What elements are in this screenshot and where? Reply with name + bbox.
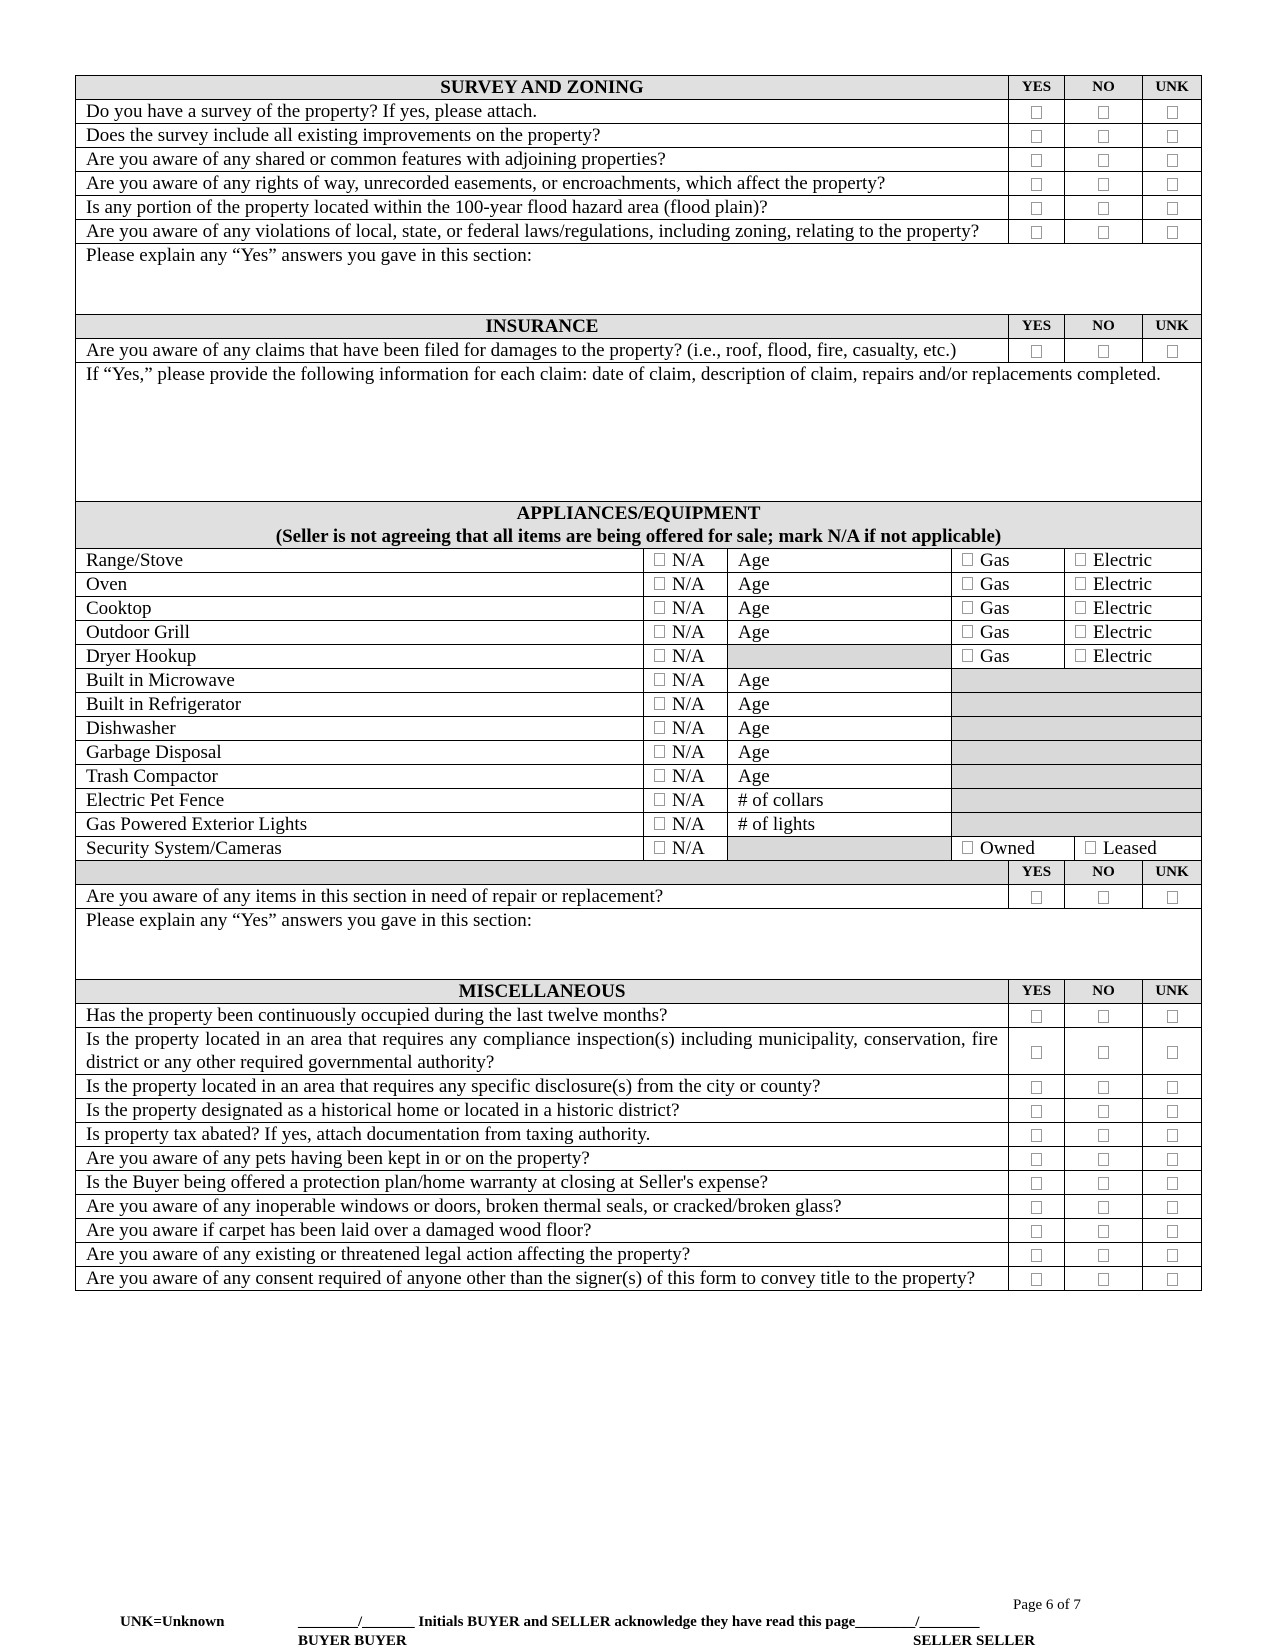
no-checkbox[interactable]	[1098, 1153, 1109, 1166]
question-row	[76, 885, 1202, 909]
yes-checkbox[interactable]	[1031, 202, 1042, 215]
buyer-initials-label: BUYER BUYER	[298, 1633, 407, 1649]
question-text: Does the survey include all existing improvements on the property?	[76, 124, 1009, 148]
unk-legend: UNK=Unknown	[120, 1614, 225, 1630]
unk-checkbox[interactable]	[1167, 345, 1178, 358]
question-text: Are you aware of any pets having been kept in or on the property?	[76, 1147, 1009, 1171]
question-text: Are you aware of any claims that have been filed for damages to the property? (i.e., roof, flood, fire, casualty, etc.)	[76, 339, 1009, 363]
na-checkbox[interactable]	[654, 769, 665, 782]
question-text: Are you aware of any existing or threatened legal action affecting the property?	[76, 1243, 1009, 1267]
age-field[interactable]: Age	[728, 549, 952, 573]
yes-column-header: YES	[1009, 76, 1065, 100]
shaded-cell	[728, 837, 952, 861]
question-text: Are you aware of any shared or common features with adjoining properties?	[76, 148, 1009, 172]
na-label: N/A	[672, 718, 705, 739]
unk-checkbox[interactable]	[1167, 106, 1178, 119]
na-label: N/A	[672, 694, 705, 715]
unk-checkbox[interactable]	[1167, 1249, 1178, 1262]
question-text: Are you aware of any items in this section in need of repair or replacement?	[76, 885, 1009, 909]
unk-checkbox[interactable]	[1167, 202, 1178, 215]
explain-row	[76, 363, 1202, 502]
question-row	[76, 196, 1202, 220]
gas-label: Gas	[980, 574, 1010, 595]
yes-column-header: YES	[1009, 861, 1065, 885]
no-checkbox[interactable]	[1098, 891, 1109, 904]
appliances-yn-header-row	[76, 861, 1202, 885]
age-field[interactable]: Age	[728, 741, 952, 765]
shaded-cell	[952, 765, 1202, 789]
no-checkbox[interactable]	[1098, 1177, 1109, 1190]
question-row	[76, 1195, 1202, 1219]
age-field[interactable]: Age	[728, 573, 952, 597]
na-checkbox[interactable]	[654, 553, 665, 566]
shaded-cell	[728, 645, 952, 669]
leased-label: Leased	[1103, 838, 1157, 859]
explain-row	[76, 244, 1202, 315]
appliance-name: Built in Microwave	[76, 669, 644, 693]
unk-checkbox[interactable]	[1167, 1046, 1178, 1059]
unk-checkbox[interactable]	[1167, 130, 1178, 143]
gas-checkbox[interactable]	[962, 601, 973, 614]
shaded-cell	[952, 789, 1202, 813]
age-field[interactable]: Age	[728, 597, 952, 621]
no-checkbox[interactable]	[1098, 1273, 1109, 1286]
appliance-name: Electric Pet Fence	[76, 789, 644, 813]
yes-checkbox[interactable]	[1031, 345, 1042, 358]
na-checkbox[interactable]	[654, 649, 665, 662]
electric-checkbox[interactable]	[1075, 625, 1086, 638]
yes-checkbox[interactable]	[1031, 1225, 1042, 1238]
question-row	[76, 1243, 1202, 1267]
no-checkbox[interactable]	[1098, 178, 1109, 191]
no-checkbox[interactable]	[1098, 1010, 1109, 1023]
question-row	[76, 1028, 1202, 1075]
appliances-section-title: APPLIANCES/EQUIPMENT	[516, 503, 761, 524]
electric-checkbox[interactable]	[1075, 553, 1086, 566]
question-row	[76, 339, 1202, 363]
misc-section-title: MISCELLANEOUS	[76, 980, 1009, 1004]
question-text: Is the Buyer being offered a protection plan/home warranty at closing at Seller's expense?	[76, 1171, 1009, 1195]
question-text: Are you aware of any rights of way, unrecorded easements, or encroachments, which affect the property?	[76, 172, 1009, 196]
na-label: N/A	[672, 670, 705, 691]
age-field[interactable]: Age	[728, 765, 952, 789]
no-checkbox[interactable]	[1098, 1081, 1109, 1094]
appliance-name: Outdoor Grill	[76, 621, 644, 645]
yes-checkbox[interactable]	[1031, 1273, 1042, 1286]
gas-label: Gas	[980, 622, 1010, 643]
unk-checkbox[interactable]	[1167, 154, 1178, 167]
no-checkbox[interactable]	[1098, 202, 1109, 215]
appliance-name: Garbage Disposal	[76, 741, 644, 765]
na-label: N/A	[672, 838, 705, 859]
appliance-row	[76, 597, 1202, 621]
question-text: Has the property been continuously occupied during the last twelve months?	[76, 1004, 1009, 1028]
yes-checkbox[interactable]	[1031, 1249, 1042, 1262]
appliance-row	[76, 789, 1202, 813]
question-text: Is the property located in an area that requires any specific disclosure(s) from the city or county?	[76, 1075, 1009, 1099]
survey-header-row	[76, 76, 1202, 100]
no-checkbox[interactable]	[1098, 106, 1109, 119]
question-row	[76, 172, 1202, 196]
yes-checkbox[interactable]	[1031, 1153, 1042, 1166]
insurance-explain-field[interactable]: If “Yes,” please provide the following information for each claim: date of claim, description of claim, repairs and/or replacements completed.	[76, 363, 1202, 502]
no-column-header: NO	[1065, 980, 1143, 1004]
question-row	[76, 220, 1202, 244]
question-text: Do you have a survey of the property? If yes, please attach.	[76, 100, 1009, 124]
yes-checkbox[interactable]	[1031, 1201, 1042, 1214]
no-checkbox[interactable]	[1098, 345, 1109, 358]
gas-label: Gas	[980, 550, 1010, 571]
unk-checkbox[interactable]	[1167, 1010, 1178, 1023]
age-field[interactable]: Age	[728, 621, 952, 645]
no-checkbox[interactable]	[1098, 1249, 1109, 1262]
na-checkbox[interactable]	[654, 577, 665, 590]
no-checkbox[interactable]	[1098, 1105, 1109, 1118]
electric-label: Electric	[1093, 550, 1153, 571]
shaded-cell	[76, 861, 1009, 885]
appliance-name: Dryer Hookup	[76, 645, 644, 669]
question-text: Is the property designated as a historical home or located in a historic district?	[76, 1099, 1009, 1123]
gas-checkbox[interactable]	[962, 649, 973, 662]
question-text: Is property tax abated? If yes, attach documentation from taxing authority.	[76, 1123, 1009, 1147]
no-checkbox[interactable]	[1098, 1046, 1109, 1059]
unk-column-header: UNK	[1143, 76, 1202, 100]
unk-checkbox[interactable]	[1167, 1201, 1178, 1214]
question-row	[76, 1219, 1202, 1243]
appliance-row	[76, 717, 1202, 741]
explain-row	[76, 909, 1202, 980]
appliances-subtitle: (Seller is not agreeing that all items are being offered for sale; mark N/A if not applicable)	[275, 526, 1002, 547]
electric-checkbox[interactable]	[1075, 577, 1086, 590]
yes-checkbox[interactable]	[1031, 130, 1042, 143]
na-checkbox[interactable]	[654, 601, 665, 614]
survey-section-title: SURVEY AND ZONING	[76, 76, 1009, 100]
electric-label: Electric	[1093, 598, 1153, 619]
question-row	[76, 1075, 1202, 1099]
unk-checkbox[interactable]	[1167, 226, 1178, 239]
shaded-cell	[952, 813, 1202, 837]
yes-checkbox[interactable]	[1031, 1010, 1042, 1023]
question-row	[76, 124, 1202, 148]
question-text: Are you aware if carpet has been laid over a damaged wood floor?	[76, 1219, 1009, 1243]
owned-checkbox[interactable]	[962, 841, 973, 854]
question-row	[76, 148, 1202, 172]
na-checkbox[interactable]	[654, 793, 665, 806]
appliance-name: Dishwasher	[76, 717, 644, 741]
appliance-name: Cooktop	[76, 597, 644, 621]
unk-checkbox[interactable]	[1167, 1129, 1178, 1142]
no-checkbox[interactable]	[1098, 1129, 1109, 1142]
gas-label: Gas	[980, 598, 1010, 619]
electric-label: Electric	[1093, 646, 1153, 667]
na-checkbox[interactable]	[654, 673, 665, 686]
no-checkbox[interactable]	[1098, 1225, 1109, 1238]
na-checkbox[interactable]	[654, 817, 665, 830]
yes-checkbox[interactable]	[1031, 1105, 1042, 1118]
question-text: Are you aware of any inoperable windows or doors, broken thermal seals, or cracked/broken glass?	[76, 1195, 1009, 1219]
na-checkbox[interactable]	[654, 721, 665, 734]
question-text: Are you aware of any violations of local, state, or federal laws/regulations, including zoning, relating to the property?	[76, 220, 1009, 244]
appliance-name: Gas Powered Exterior Lights	[76, 813, 644, 837]
no-checkbox[interactable]	[1098, 1201, 1109, 1214]
na-label: N/A	[672, 790, 705, 811]
age-field[interactable]: Age	[728, 693, 952, 717]
gas-checkbox[interactable]	[962, 625, 973, 638]
age-field[interactable]: Age	[728, 669, 952, 693]
unk-checkbox[interactable]	[1167, 1225, 1178, 1238]
unk-checkbox[interactable]	[1167, 1153, 1178, 1166]
appliance-row	[76, 645, 1202, 669]
appliance-row	[76, 573, 1202, 597]
appliance-row	[76, 669, 1202, 693]
appliance-row	[76, 549, 1202, 573]
shaded-cell	[952, 669, 1202, 693]
na-checkbox[interactable]	[654, 625, 665, 638]
na-checkbox[interactable]	[654, 697, 665, 710]
na-checkbox[interactable]	[654, 841, 665, 854]
shaded-cell	[952, 693, 1202, 717]
electric-checkbox[interactable]	[1075, 601, 1086, 614]
yes-checkbox[interactable]	[1031, 891, 1042, 904]
appliance-name: Built in Refrigerator	[76, 693, 644, 717]
survey-explain-field[interactable]: Please explain any “Yes” answers you gave in this section:	[76, 244, 1202, 315]
yes-column-header: YES	[1009, 980, 1065, 1004]
insurance-section-title: INSURANCE	[76, 315, 1009, 339]
initials-acknowledgement[interactable]: ________/_______ Initials BUYER and SELLER acknowledge they have read this page________/________	[298, 1614, 980, 1630]
appliance-row	[76, 693, 1202, 717]
appliance-name: Oven	[76, 573, 644, 597]
electric-label: Electric	[1093, 622, 1153, 643]
question-row	[76, 1123, 1202, 1147]
question-row	[76, 100, 1202, 124]
shaded-cell	[952, 741, 1202, 765]
appliance-row	[76, 837, 1202, 861]
na-label: N/A	[672, 550, 705, 571]
seller-initials-label: SELLER SELLER	[913, 1633, 1036, 1649]
appliance-name: Range/Stove	[76, 549, 644, 573]
shaded-cell	[952, 717, 1202, 741]
collars-field[interactable]: # of collars	[728, 789, 952, 813]
unk-checkbox[interactable]	[1167, 1177, 1178, 1190]
gas-checkbox[interactable]	[962, 553, 973, 566]
no-checkbox[interactable]	[1098, 130, 1109, 143]
no-checkbox[interactable]	[1098, 154, 1109, 167]
yes-checkbox[interactable]	[1031, 154, 1042, 167]
age-field[interactable]: Age	[728, 717, 952, 741]
no-column-header: NO	[1065, 315, 1143, 339]
yes-checkbox[interactable]	[1031, 178, 1042, 191]
gas-checkbox[interactable]	[962, 577, 973, 590]
question-row	[76, 1171, 1202, 1195]
appliance-row	[76, 621, 1202, 645]
unk-checkbox[interactable]	[1167, 178, 1178, 191]
question-text: Are you aware of any consent required of anyone other than the signer(s) of this form to convey title to the property?	[76, 1267, 1009, 1291]
na-label: N/A	[672, 814, 705, 835]
question-row	[76, 1267, 1202, 1291]
question-row	[76, 1099, 1202, 1123]
electric-checkbox[interactable]	[1075, 649, 1086, 662]
yes-checkbox[interactable]	[1031, 1129, 1042, 1142]
question-text: Is the property located in an area that requires any compliance inspection(s) including municipality, conservation, fire district or any other required governmental authority?	[76, 1028, 1009, 1075]
yes-checkbox[interactable]	[1031, 1081, 1042, 1094]
no-column-header: NO	[1065, 76, 1143, 100]
unk-column-header: UNK	[1143, 315, 1202, 339]
misc-header-row	[76, 980, 1202, 1004]
page-number: Page 6 of 7	[1013, 1597, 1081, 1613]
yes-checkbox[interactable]	[1031, 226, 1042, 239]
appliances-header-row	[76, 502, 1202, 549]
yes-column-header: YES	[1009, 315, 1065, 339]
question-row	[76, 1147, 1202, 1171]
na-label: N/A	[672, 646, 705, 667]
na-label: N/A	[672, 622, 705, 643]
appliances-explain-field[interactable]: Please explain any “Yes” answers you gave in this section:	[76, 909, 1202, 980]
na-checkbox[interactable]	[654, 745, 665, 758]
appliance-row	[76, 813, 1202, 837]
unk-checkbox[interactable]	[1167, 1081, 1178, 1094]
unk-checkbox[interactable]	[1167, 891, 1178, 904]
appliance-name: Trash Compactor	[76, 765, 644, 789]
leased-checkbox[interactable]	[1085, 841, 1096, 854]
unk-column-header: UNK	[1143, 861, 1202, 885]
na-label: N/A	[672, 742, 705, 763]
electric-label: Electric	[1093, 574, 1153, 595]
lights-field[interactable]: # of lights	[728, 813, 952, 837]
unk-column-header: UNK	[1143, 980, 1202, 1004]
yes-checkbox[interactable]	[1031, 1046, 1042, 1059]
gas-label: Gas	[980, 646, 1010, 667]
insurance-header-row	[76, 315, 1202, 339]
na-label: N/A	[672, 598, 705, 619]
question-text: Is any portion of the property located within the 100-year flood hazard area (flood plain)?	[76, 196, 1009, 220]
disclosure-form-table	[75, 75, 1202, 1291]
appliance-row	[76, 741, 1202, 765]
owned-label: Owned	[980, 838, 1035, 859]
appliance-row	[76, 765, 1202, 789]
yes-checkbox[interactable]	[1031, 106, 1042, 119]
appliance-name: Security System/Cameras	[76, 837, 644, 861]
no-column-header: NO	[1065, 861, 1143, 885]
unk-checkbox[interactable]	[1167, 1273, 1178, 1286]
question-row	[76, 1004, 1202, 1028]
no-checkbox[interactable]	[1098, 226, 1109, 239]
na-label: N/A	[672, 766, 705, 787]
na-label: N/A	[672, 574, 705, 595]
yes-checkbox[interactable]	[1031, 1177, 1042, 1190]
unk-checkbox[interactable]	[1167, 1105, 1178, 1118]
